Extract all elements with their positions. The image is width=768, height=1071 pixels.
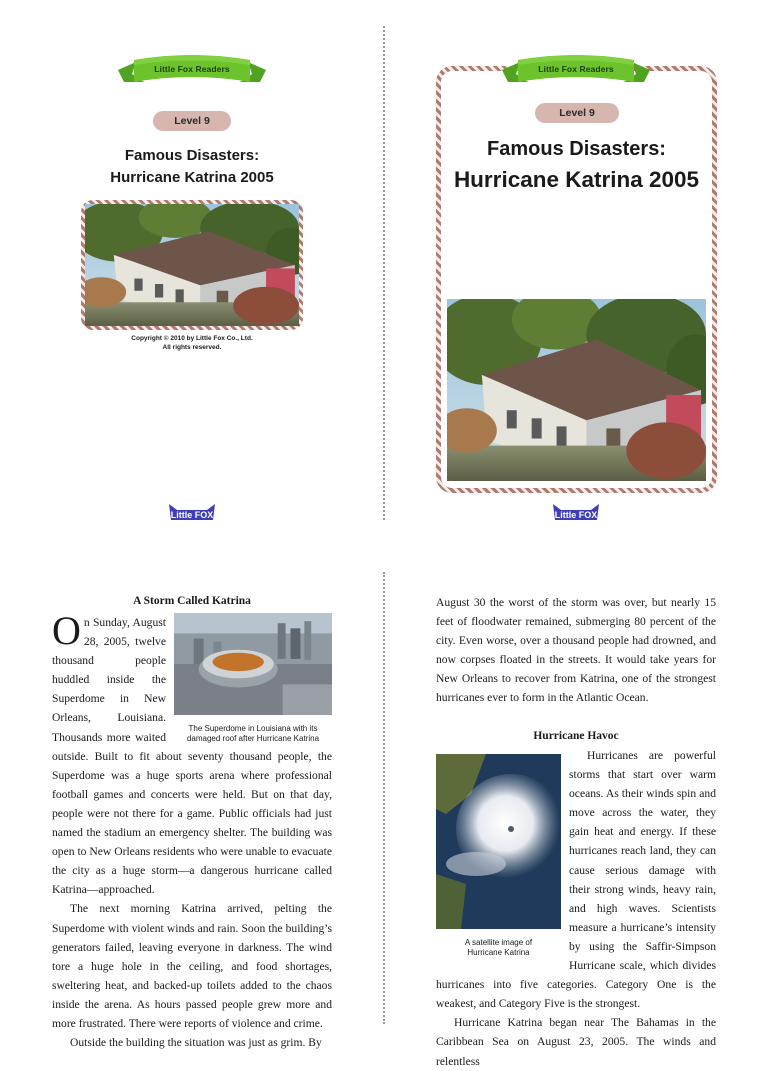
title-line-2: Hurricane Katrina 2005	[110, 169, 274, 186]
story-page-4-top	[436, 593, 716, 708]
superdome-figure	[174, 613, 332, 744]
title-line-1: Famous Disasters:	[124, 147, 260, 164]
satellite-caption: A satellite image of Hurricane Katrina	[464, 938, 533, 958]
story-page-3	[52, 608, 332, 1050]
cover-photo-large	[447, 299, 706, 481]
cover-title-line-2: Hurricane Katrina 2005	[453, 167, 700, 192]
drop-cap: O	[52, 608, 81, 653]
page-divider-bottom	[383, 572, 385, 1024]
series-ribbon-left	[114, 52, 270, 92]
page4-paragraph-2: Hurricanes are powerful storms that start over warm oceans. As their winds spin and move across the water, they gain heat and energy. If these hurricanes reach land, they can cause serious damage with their strong winds, heavy rain, and high waves. Scientists measure a hurricane’s intensity by using the Saffir-Simpson Hurricane scale, which divides hurricanes into five categories. Category One is the weakest, and Category Five is the strongest.	[436, 749, 716, 1011]
page4-paragraph-3: Hurricane Katrina began near The Bahamas in the Caribbean Sea on August 23, 2005. The winds and relentless	[436, 1016, 716, 1068]
satellite-image	[436, 754, 561, 929]
flooded-house-image-large	[447, 299, 706, 481]
section-heading-havoc: Hurricane Havoc	[533, 730, 619, 742]
satellite-figure	[436, 754, 561, 957]
page4-paragraph-1: August 30 the worst of the storm was over, but nearly 15 feet of floodwater remained, submerging 80 percent of the city. Even worse, over a thousand people had drowned, and now corpses floated in the streets. It would take years for New Orleans to recover from Katrina, one of the strongest hurricanes ever to form in the Atlantic Ocean.	[436, 596, 716, 705]
story-page-4	[436, 746, 716, 1068]
series-label: Little Fox Readers	[154, 64, 230, 74]
page-title	[60, 145, 324, 189]
publisher-logo-text: Little FOX	[170, 510, 214, 520]
story-paragraph-2: The next morning Katrina arrived, pelting the Superdome with violent winds and rain. Soon the building’s generators failed, leaving everyone in darkness. The wind tore a huge hole in the ceiling, and food shortages, sweltering heat, and backed-up toilets added to the chaos inside the arena. As hours passed people grew more and more frustrated. There were reports of violence and crime.	[52, 902, 332, 1030]
cover-title	[440, 134, 713, 196]
story-paragraph-3: Outside the building the situation was just as grim. By	[70, 1036, 322, 1050]
page-divider-top	[383, 26, 385, 520]
publisher-logo-right	[551, 500, 601, 524]
copyright-line-1: Copyright © 2010 by Little Fox Co., Ltd.	[131, 335, 253, 342]
superdome-caption: The Superdome in Louisiana with its damaged roof after Hurricane Katrina	[186, 724, 320, 744]
series-ribbon-right	[498, 52, 654, 92]
paragraph-1-text: n Sunday, August 28, 2005, twelve thousand people huddled inside the Superdome in New Orleans, Louisiana. Thousands more waited outside. Built to fit about seventy thousand people, the Superdome was a huge sports arena where professional football games and concerts were held. But on that day, people were not there for a game. Public officials had just named the stadium an emergency shelter. The building was open to New Orleans residents who were unable to evacuate the city as a huge storm—a dangerous hurricane called Katrina—approached.	[52, 616, 332, 897]
publisher-logo-text-right: Little FOX	[554, 510, 598, 520]
cover-title-line-1: Famous Disasters:	[487, 138, 666, 160]
cover-photo-small	[81, 200, 303, 330]
copyright	[80, 334, 304, 352]
level-badge: Level 9	[153, 111, 231, 131]
level-badge-cover: Level 9	[535, 103, 619, 123]
flooded-house-image	[85, 204, 299, 326]
publisher-logo-left	[167, 500, 217, 524]
superdome-image	[174, 613, 332, 715]
chapter-heading: A Storm Called Katrina	[133, 595, 251, 607]
copyright-line-2: All rights reserved.	[162, 344, 222, 351]
series-label-cover: Little Fox Readers	[538, 64, 614, 74]
